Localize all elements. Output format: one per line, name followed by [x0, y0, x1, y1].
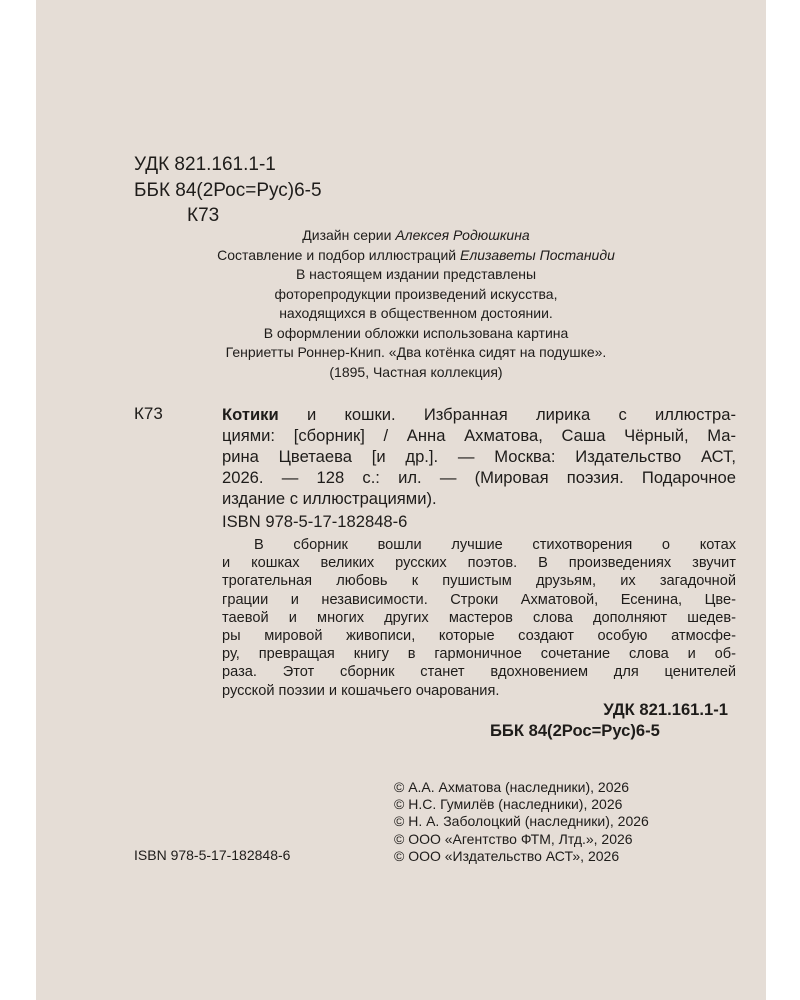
note-line: (1895, Частная коллекция) — [329, 363, 503, 380]
author-mark-record: К73 — [134, 404, 163, 423]
copyright-line: © А.А. Ахматова (наследники), 2026 — [394, 779, 630, 795]
annotation-line: ру, превращая книгу в гармоничное сочетание слова и об- — [222, 646, 736, 663]
copyright-line: © ООО «Издательство АСТ», 2026 — [394, 847, 620, 864]
design-credit: Дизайн серии Алексея Родюшкина — [302, 227, 530, 243]
isbn-record: ISBN 978-5-17-182848-6 — [222, 512, 408, 531]
note-line: В настоящем издании представлены — [295, 266, 537, 282]
bbk-code-bottom: ББК 84(2Рос=Рус)6-5 — [490, 721, 660, 740]
annotation-line: В сборник вошли лучшие стихотворения о котах — [254, 537, 736, 553]
note-line: В оформлении обложки использована картина — [263, 324, 569, 341]
copyright-block — [394, 779, 649, 865]
annotation — [222, 536, 736, 700]
credits-block — [136, 226, 696, 382]
udk-code-bottom: УДК 821.161.1-1 — [603, 700, 728, 719]
annotation-line: трогательная любовь к пушистым друзьям, их загадочной — [222, 573, 736, 590]
annotation-line: ры мировой живописи, которые создают особую атмосфе- — [222, 627, 736, 644]
copyright-line: © Н. А. Заболоцкий (наследники), 2026 — [394, 813, 649, 830]
note-line: находящихся в общественном достоянии. — [279, 305, 553, 321]
imprint-page — [36, 0, 766, 1000]
copyright-line: © Н.С. Гумилёв (наследники), 2026 — [394, 796, 623, 813]
annotation-line: и кошках великих русских поэтов. В произведениях звучит — [222, 555, 736, 572]
compile-credit: Составление и подбор иллюстраций Елизаветы Постаниди — [217, 246, 615, 263]
annotation-line: русской поэзии и кошачьего очарования. — [222, 682, 500, 699]
author-mark-top: К73 — [187, 205, 220, 226]
description-line: рина Цветаева [и др.]. — Москва: Издательство АСТ, — [222, 447, 736, 466]
description-line: циями: [сборник] / Анна Ахматова, Саша Чёрный, Ма- — [222, 426, 736, 445]
note-line: фоторепродукции произведений искусства, — [274, 285, 558, 302]
bbk-code-top: ББК 84(2Рос=Рус)6-5 — [134, 180, 322, 201]
annotation-line: таевой и многих других мастеров слова дополняют шедев- — [222, 609, 736, 626]
bibliographic-description — [222, 404, 736, 509]
isbn-footer: ISBN 978-5-17-182848-6 — [134, 847, 291, 863]
description-line: издание с иллюстрациями). — [222, 489, 437, 508]
copyright-line: © ООО «Агентство ФТМ, Лтд.», 2026 — [394, 830, 633, 847]
note-line: Генриетты Роннер-Книп. «Два котёнка сидят на подушке». — [225, 344, 607, 360]
annotation-line: грации и независимости. Строки Ахматовой, Есенина, Цве- — [222, 591, 736, 608]
udk-code-top: УДК 821.161.1-1 — [134, 154, 276, 175]
description-line: Котики и кошки. Избранная лирика с иллюстра- — [222, 405, 736, 424]
annotation-line: раза. Этот сборник станет вдохновением для ценителей — [222, 664, 736, 681]
description-line: 2026. — 128 с.: ил. — (Мировая поэзия. Подарочное — [222, 468, 736, 487]
